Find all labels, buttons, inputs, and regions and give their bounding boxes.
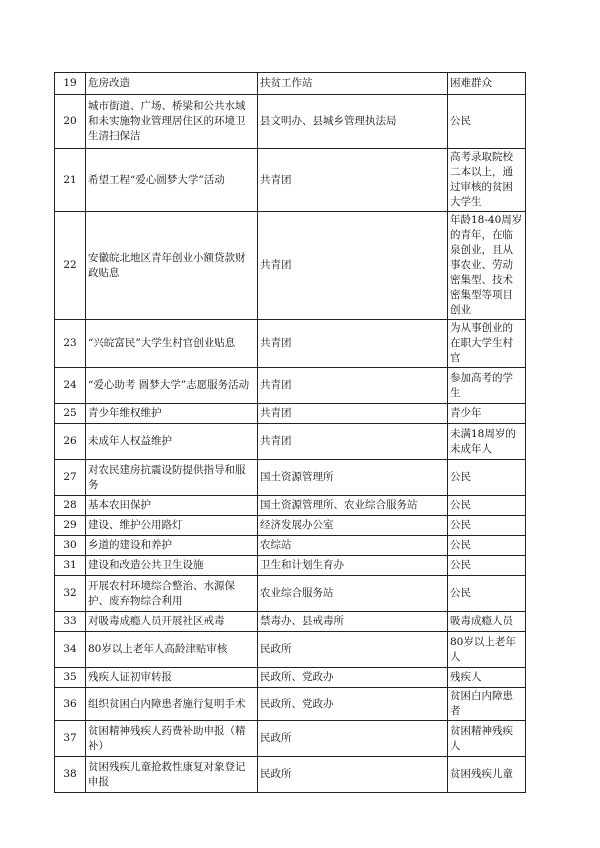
responsible-unit: 共青团	[258, 149, 448, 212]
table-row	[55, 536, 526, 556]
service-table	[54, 72, 526, 793]
target-group: 未满18周岁的未成年人	[448, 424, 526, 460]
target-group: 参加高考的学生	[448, 368, 526, 404]
table-row	[55, 424, 526, 460]
table-row	[55, 576, 526, 612]
table-row	[55, 404, 526, 424]
target-group: 80岁以上老年人	[448, 632, 526, 668]
table-row	[55, 668, 526, 688]
service-item: 青少年维权维护	[86, 404, 258, 424]
service-item: 建设、维护公用路灯	[86, 516, 258, 536]
responsible-unit: 民政所	[258, 721, 448, 757]
responsible-unit: 国土资源管理所、农业综合服务站	[258, 496, 448, 516]
responsible-unit: 县文明办、县城乡管理执法局	[258, 95, 448, 149]
target-group: 为从事创业的在职大学生村官	[448, 320, 526, 368]
service-item: 安徽皖北地区青年创业小额贷款财政贴息	[86, 212, 258, 320]
row-number: 29	[55, 516, 86, 536]
row-number: 36	[55, 688, 86, 721]
responsible-unit: 扶贫工作站	[258, 73, 448, 95]
service-item: 建设和改造公共卫生设施	[86, 556, 258, 576]
target-group: 公民	[448, 536, 526, 556]
row-number: 25	[55, 404, 86, 424]
target-group: 公民	[448, 460, 526, 496]
service-item: 对农民建房抗震设防提供指导和服务	[86, 460, 258, 496]
service-item: 贫困残疾儿童抢救性康复对象登记申报	[86, 757, 258, 793]
service-item: 开展农村环境综合整治、水源保护、废弃物综合利用	[86, 576, 258, 612]
row-number: 34	[55, 632, 86, 668]
responsible-unit: 民政所、党政办	[258, 688, 448, 721]
service-item: 贫困精神残疾人药费补助申报（精补）	[86, 721, 258, 757]
target-group: 年龄18-40周岁的青年，在临泉创业，且从事农业、劳动密集型、技术密集型等项目创业	[448, 212, 526, 320]
row-number: 26	[55, 424, 86, 460]
row-number: 21	[55, 149, 86, 212]
row-number: 37	[55, 721, 86, 757]
target-group: 公民	[448, 516, 526, 536]
table-row	[55, 496, 526, 516]
table-row	[55, 460, 526, 496]
responsible-unit: 农业综合服务站	[258, 576, 448, 612]
responsible-unit: 共青团	[258, 320, 448, 368]
target-group: 困难群众	[448, 73, 526, 95]
service-item: 危房改造	[86, 73, 258, 95]
responsible-unit: 共青团	[258, 368, 448, 404]
service-item: 未成年人权益维护	[86, 424, 258, 460]
target-group: 吸毒成瘾人员	[448, 612, 526, 632]
responsible-unit: 共青团	[258, 404, 448, 424]
row-number: 27	[55, 460, 86, 496]
row-number: 35	[55, 668, 86, 688]
target-group: 青少年	[448, 404, 526, 424]
target-group: 公民	[448, 556, 526, 576]
table-row	[55, 516, 526, 536]
table-row	[55, 556, 526, 576]
row-number: 28	[55, 496, 86, 516]
table-row	[55, 149, 526, 212]
target-group: 残疾人	[448, 668, 526, 688]
responsible-unit: 民政所	[258, 757, 448, 793]
row-number: 23	[55, 320, 86, 368]
row-number: 22	[55, 212, 86, 320]
table-row	[55, 721, 526, 757]
responsible-unit: 农综站	[258, 536, 448, 556]
service-item: 80岁以上老年人高龄津贴审核	[86, 632, 258, 668]
row-number: 31	[55, 556, 86, 576]
service-item: 城市街道、广场、桥梁和公共水域和未实施物业管理居住区的环境卫生清扫保洁	[86, 95, 258, 149]
row-number: 24	[55, 368, 86, 404]
row-number: 32	[55, 576, 86, 612]
target-group: 公民	[448, 95, 526, 149]
target-group: 贫困精神残疾人	[448, 721, 526, 757]
responsible-unit: 共青团	[258, 212, 448, 320]
service-item: 组织贫困白内障患者施行复明手术	[86, 688, 258, 721]
service-item: 乡道的建设和养护	[86, 536, 258, 556]
table-row	[55, 757, 526, 793]
target-group: 公民	[448, 496, 526, 516]
responsible-unit: 卫生和计划生育办	[258, 556, 448, 576]
target-group: 贫困白内障患者	[448, 688, 526, 721]
row-number: 20	[55, 95, 86, 149]
table-row	[55, 212, 526, 320]
service-item: “兴皖富民”大学生村官创业贴息	[86, 320, 258, 368]
responsible-unit: 共青团	[258, 424, 448, 460]
responsible-unit: 国土资源管理所	[258, 460, 448, 496]
target-group: 公民	[448, 576, 526, 612]
target-group: 高考录取院校二本以上，通过审核的贫困大学生	[448, 149, 526, 212]
responsible-unit: 民政所	[258, 632, 448, 668]
service-item: 对吸毒成瘾人员开展社区戒毒	[86, 612, 258, 632]
table-row	[55, 73, 526, 95]
service-item: 希望工程“爱心圆梦大学”活动	[86, 149, 258, 212]
row-number: 19	[55, 73, 86, 95]
row-number: 33	[55, 612, 86, 632]
row-number: 38	[55, 757, 86, 793]
responsible-unit: 经济发展办公室	[258, 516, 448, 536]
table-row	[55, 688, 526, 721]
responsible-unit: 民政所、党政办	[258, 668, 448, 688]
service-item: 残疾人证初审转报	[86, 668, 258, 688]
target-group: 贫困残疾儿童	[448, 757, 526, 793]
row-number: 30	[55, 536, 86, 556]
table-row	[55, 632, 526, 668]
service-item: 基本农田保护	[86, 496, 258, 516]
table-row	[55, 368, 526, 404]
table-row	[55, 320, 526, 368]
responsible-unit: 禁毒办、县戒毒所	[258, 612, 448, 632]
table-row	[55, 612, 526, 632]
table-row	[55, 95, 526, 149]
service-item: “爱心助考 圆梦大学”志愿服务活动	[86, 368, 258, 404]
